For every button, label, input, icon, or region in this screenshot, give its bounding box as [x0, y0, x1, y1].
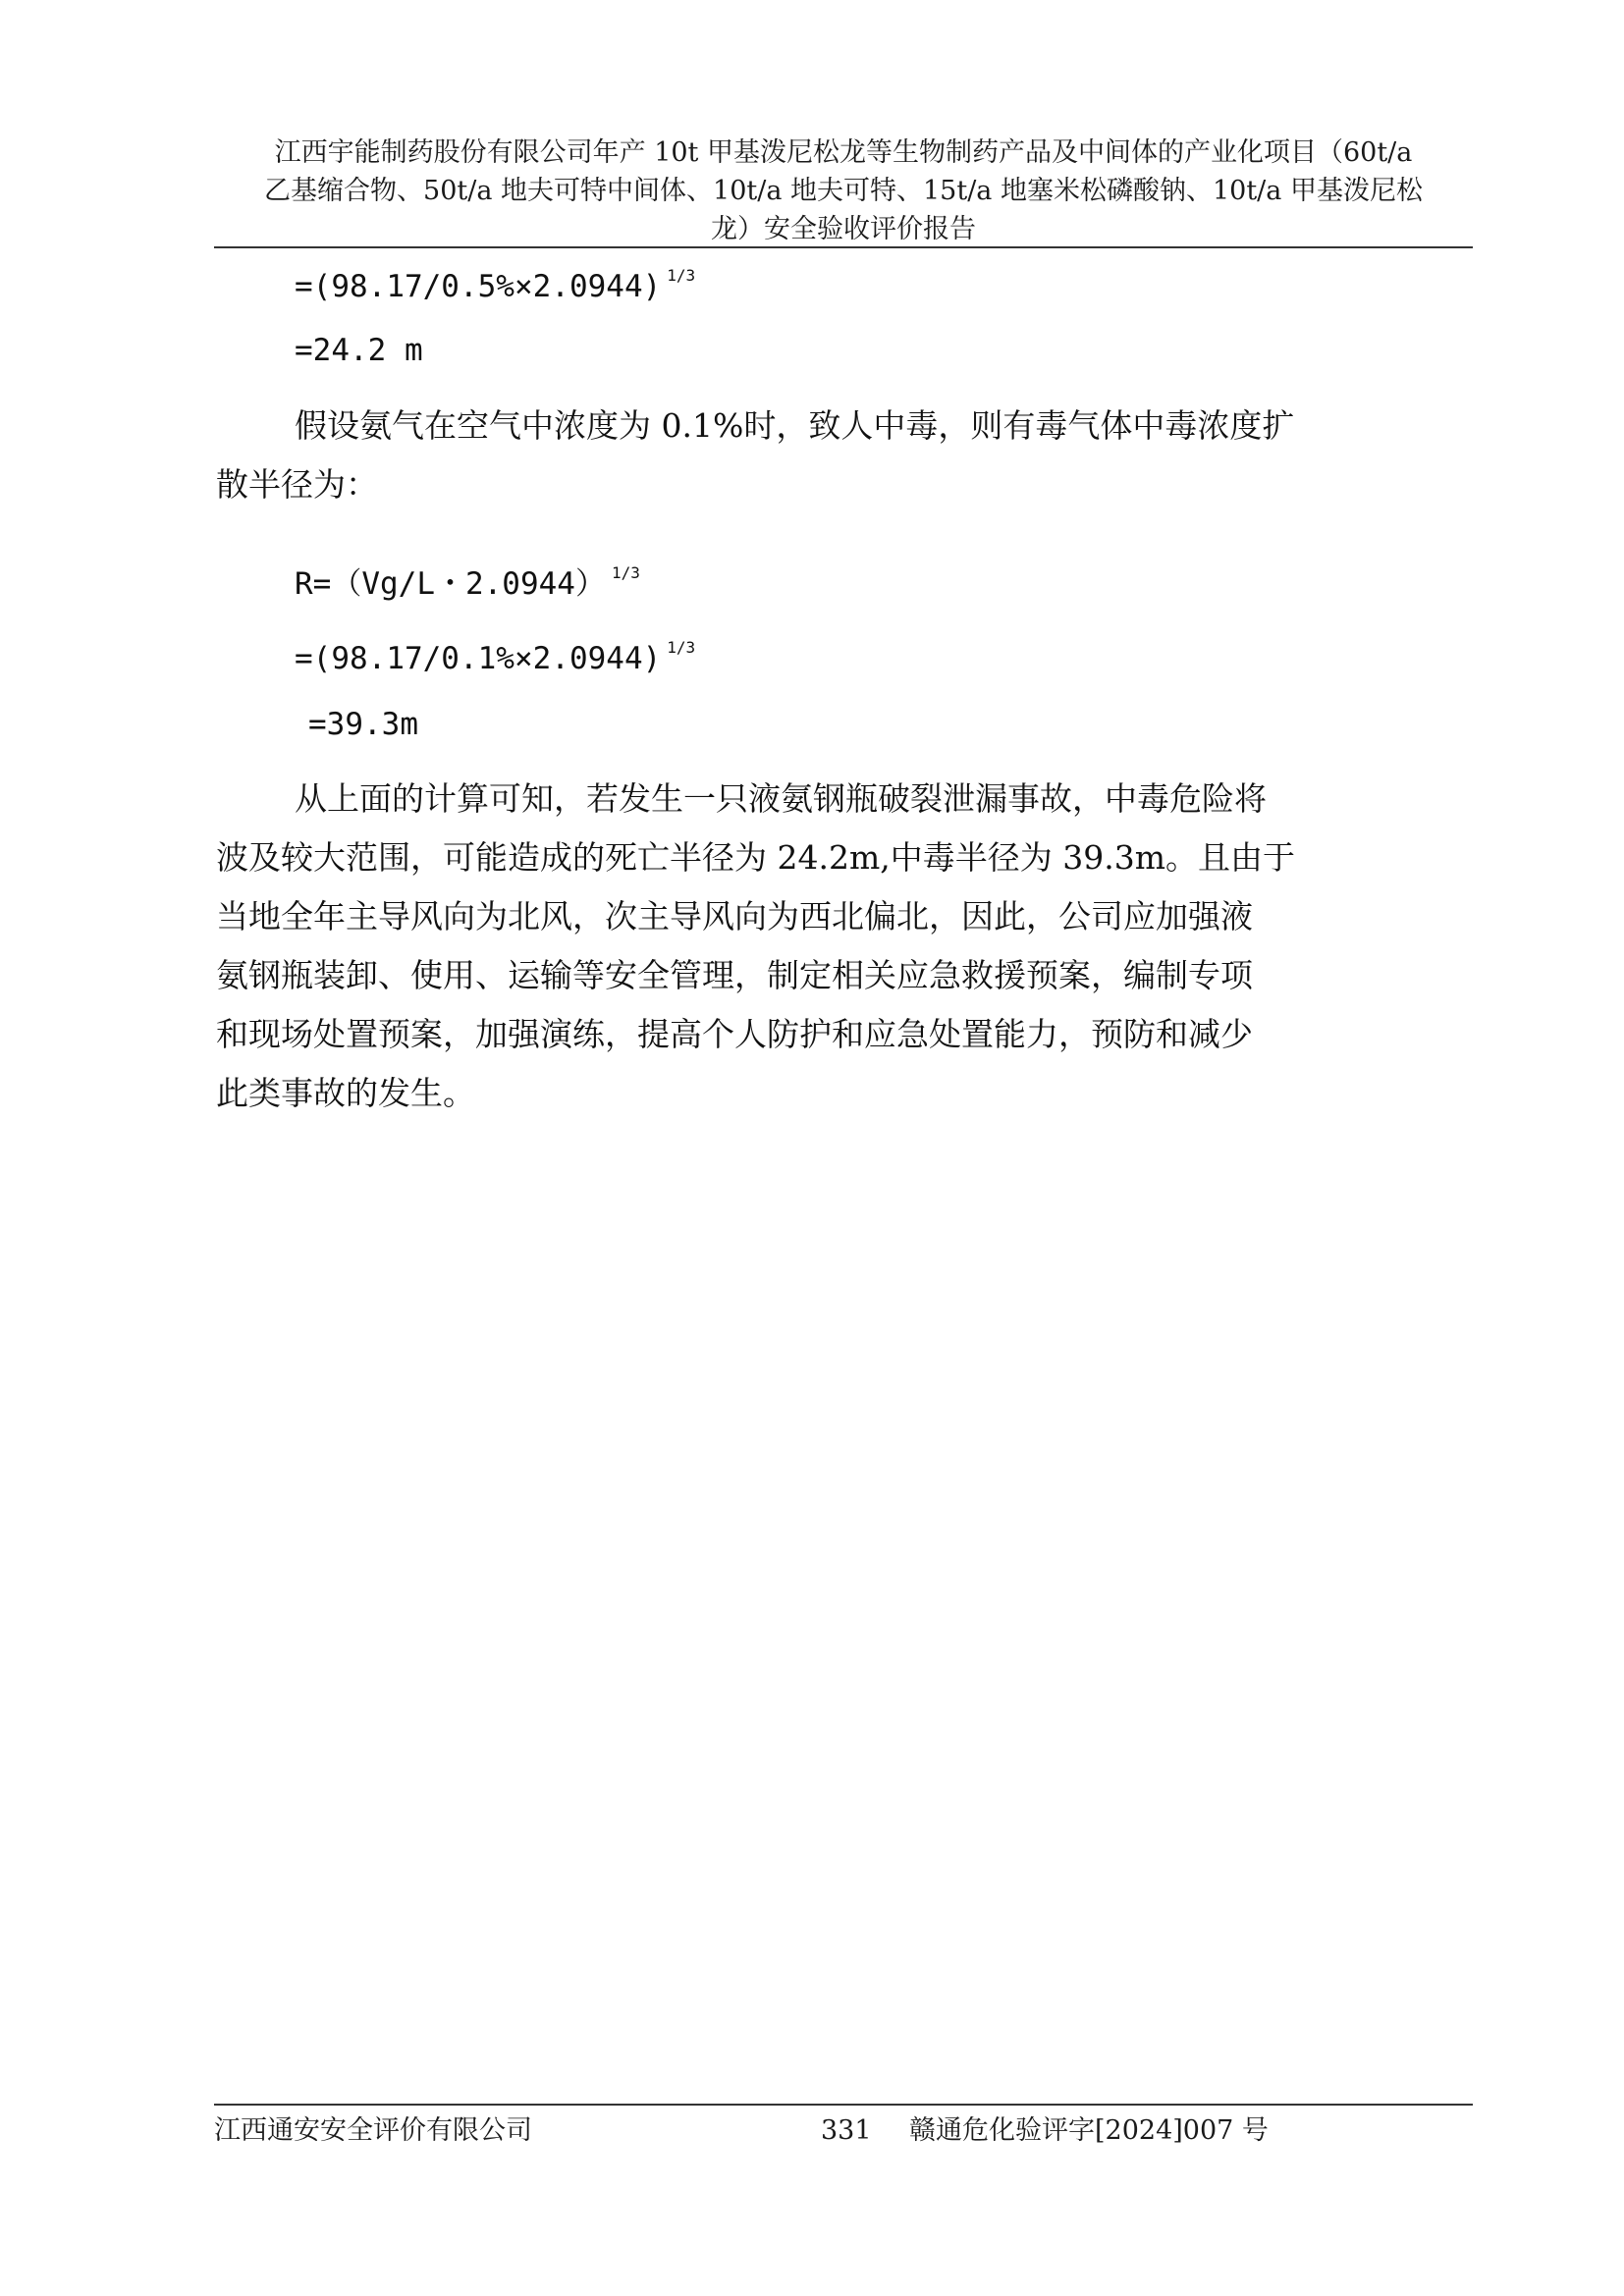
header-divider — [214, 246, 1473, 248]
footer-divider — [214, 2104, 1473, 2106]
calc2-formula — [295, 554, 640, 604]
conclusion-line-2: 波及较大范围，可能造成的死亡半径为 24.2m,中毒半径为 39.3m。且由于 — [216, 838, 1296, 877]
report-header — [214, 133, 1473, 248]
conclusion-paragraph — [216, 770, 1483, 1123]
assumption-line-1: 假设氨气在空气中浓度为 0.1%时，致人中毒，则有毒气体中毒浓度扩 — [295, 406, 1295, 445]
conclusion-line-6: 此类事故的发生。 — [216, 1074, 475, 1112]
calc2-formula-text: R=（Vg/L・2.0944） — [295, 566, 606, 602]
footer-page-number: 331 — [821, 2115, 872, 2146]
conclusion-line-5: 和现场处置预案，加强演练，提高个人防护和应急处置能力，预防和减少 — [216, 1015, 1253, 1053]
header-line-1: 江西宇能制药股份有限公司年产 10t 甲基泼尼松龙等生物制药产品及中间体的产业化项目（60t/a — [274, 137, 1413, 168]
header-line-2: 乙基缩合物、50t/a 地夫可特中间体、10t/a 地夫可特、15t/a 地塞米松磷酸钠、10t/a 甲基泼尼松 — [264, 176, 1423, 206]
calc2-step-exponent: 1/3 — [667, 638, 696, 657]
assumption-paragraph — [216, 397, 1483, 514]
header-line-3: 龙）安全验收评价报告 — [711, 214, 976, 244]
calc2-step — [295, 628, 695, 678]
assumption-line-2: 散半径为： — [216, 465, 378, 504]
calc1-step-text: =(98.17/0.5%×2.0944) — [295, 269, 662, 304]
calc1-result: =24.2 m — [295, 333, 423, 368]
calc1-step-exponent: 1/3 — [667, 266, 696, 285]
calc2-formula-exponent: 1/3 — [611, 563, 640, 582]
calc1-step — [295, 256, 695, 306]
calc2-step-text: =(98.17/0.1%×2.0944) — [295, 641, 662, 676]
conclusion-line-3: 当地全年主导风向为北风，次主导风向为西北偏北，因此，公司应加强液 — [216, 897, 1253, 935]
calc2-result: =39.3m — [308, 707, 418, 742]
conclusion-line-1: 从上面的计算可知，若发生一只液氨钢瓶破裂泄漏事故，中毒危险将 — [295, 779, 1267, 818]
footer-company: 江西通安安全评价有限公司 — [214, 2115, 532, 2146]
footer-doc-number: 赣通危化验评字[2024]007 号 — [909, 2115, 1269, 2146]
conclusion-line-4: 氨钢瓶装卸、使用、运输等安全管理，制定相关应急救援预案，编制专项 — [216, 956, 1253, 994]
